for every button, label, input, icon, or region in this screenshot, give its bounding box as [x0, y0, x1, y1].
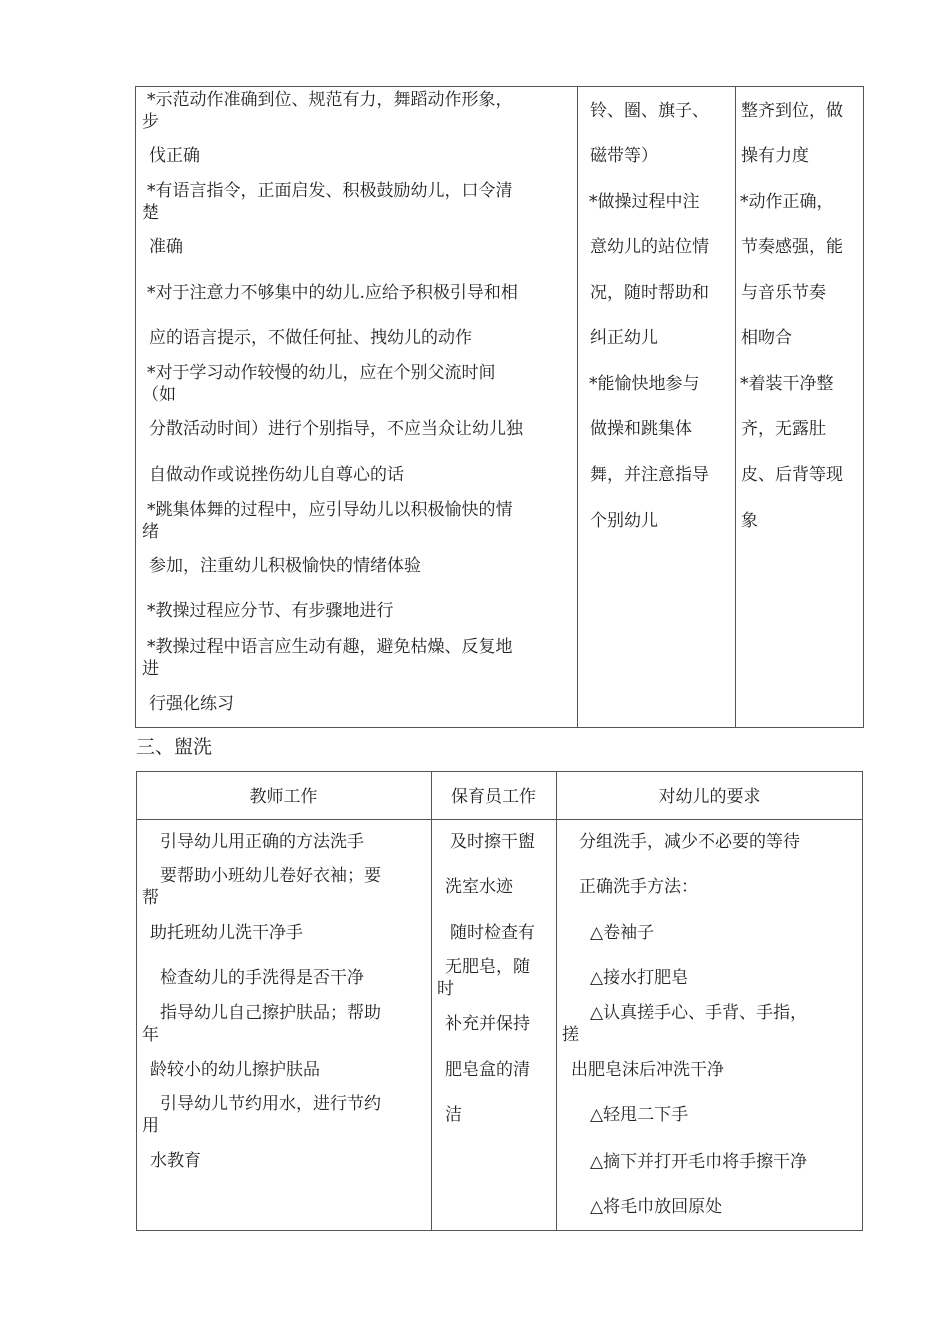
- text-line: 个别幼儿: [590, 511, 658, 531]
- text-line: *对于学习动作较慢的幼儿，应在个别父流时间: [147, 363, 496, 383]
- text-line: 引导幼儿用正确的方法洗手: [160, 832, 364, 852]
- text-line: 纠正幼儿: [590, 328, 658, 348]
- text-line: △摘下并打开毛巾将手擦干净: [590, 1152, 808, 1172]
- text-line: △接水打肥皂: [590, 968, 689, 988]
- text-line: △认真搓手心、手背、手指，: [590, 1003, 808, 1023]
- text-line: 助托班幼儿洗干净手: [150, 923, 303, 943]
- text-line: 铃、圈、旗子、: [590, 101, 709, 121]
- text-line: *教操过程中语言应生动有趣，避免枯燥、反复地: [147, 637, 513, 657]
- text-line: （如: [142, 385, 176, 405]
- text-line: 分散活动时间）进行个别指导，不应当众让幼儿独: [149, 419, 523, 439]
- text-line: 随时检查有: [450, 923, 535, 943]
- text-line: *示范动作准确到位、规范有力，舞蹈动作形象，: [147, 90, 513, 110]
- text-line: 分组洗手，减少不必要的等待: [579, 832, 800, 852]
- text-line: 应的语言提示，不做任何扯、拽幼儿的动作: [149, 328, 472, 348]
- column-divider: [735, 87, 736, 727]
- text-line: *能愉快地参与: [589, 374, 700, 394]
- text-line: 水教育: [150, 1151, 201, 1171]
- text-line: 时: [437, 979, 454, 999]
- text-line: 无肥皂，随: [445, 957, 530, 977]
- header-divider: [137, 819, 862, 820]
- text-line: △轻甩二下手: [590, 1105, 689, 1125]
- header-teacher-work: 教师工作: [249, 787, 318, 807]
- text-line: 象: [741, 511, 758, 531]
- text-line: 正确洗手方法：: [579, 877, 698, 897]
- text-line: 进: [142, 659, 159, 679]
- text-line: 洗室水迹: [445, 877, 513, 897]
- text-line: 绪: [142, 522, 159, 542]
- text-line: 行强化练习: [149, 694, 234, 714]
- column-divider: [431, 772, 432, 1230]
- text-line: 操有力度: [741, 146, 809, 166]
- text-line: 皮、后背等现: [741, 465, 843, 485]
- text-line: 楚: [142, 203, 159, 223]
- text-line: 舞，并注意指导: [590, 465, 709, 485]
- text-line: *对于注意力不够集中的幼儿.应给予积极引导和相: [147, 283, 518, 303]
- section-title: 三、盥洗: [136, 736, 213, 758]
- text-line: 整齐到位，做: [741, 101, 843, 121]
- text-line: 引导幼儿节约用水，进行节约: [160, 1094, 381, 1114]
- text-line: 肥皂盒的清: [445, 1060, 530, 1080]
- text-line: 龄较小的幼儿擦护肤品: [150, 1060, 320, 1080]
- text-line: 况，随时帮助和: [590, 283, 709, 303]
- text-line: 要帮助小班幼儿卷好衣袖；要: [160, 866, 381, 886]
- text-line: 指导幼儿自己擦护肤品；帮助: [160, 1003, 381, 1023]
- text-line: 及时擦干盥: [450, 832, 535, 852]
- text-line: △将毛巾放回原处: [590, 1197, 723, 1217]
- text-line: *教操过程应分节、有步骤地进行: [147, 601, 394, 621]
- text-line: 洁: [445, 1105, 462, 1125]
- header-caregiver-work: 保育员工作: [451, 787, 536, 807]
- text-line: 与音乐节奏: [741, 283, 826, 303]
- text-line: 意幼儿的站位情: [590, 237, 709, 257]
- text-line: 自做动作或说挫伤幼儿自尊心的话: [149, 465, 404, 485]
- column-divider: [556, 772, 557, 1230]
- text-line: 帮: [142, 888, 159, 908]
- text-line: *着装干净整: [740, 374, 834, 394]
- text-line: *有语言指令，正面启发、积极鼓励幼儿，口令清: [147, 181, 513, 201]
- text-line: 准确: [149, 237, 183, 257]
- text-line: 搓: [562, 1025, 579, 1045]
- text-line: 用: [142, 1116, 159, 1136]
- text-line: 伐正确: [149, 146, 200, 166]
- column-divider: [577, 87, 578, 727]
- text-line: 步: [142, 112, 159, 132]
- text-line: *跳集体舞的过程中，应引导幼儿以积极愉快的情: [147, 500, 513, 520]
- text-line: 出肥皂沫后冲洗干净: [571, 1060, 724, 1080]
- text-line: *做操过程中注: [589, 192, 700, 212]
- text-line: 做操和跳集体: [590, 419, 692, 439]
- text-line: 检查幼儿的手洗得是否干净: [160, 968, 364, 988]
- header-child-requirements: 对幼儿的要求: [658, 787, 761, 807]
- text-line: *动作正确，: [740, 192, 834, 212]
- text-line: 相吻合: [741, 328, 792, 348]
- text-line: 参加，注重幼儿积极愉快的情绪体验: [149, 556, 421, 576]
- text-line: 齐，无露肚: [741, 419, 826, 439]
- text-line: 年: [142, 1025, 159, 1045]
- text-line: 磁带等）: [590, 146, 658, 166]
- text-line: 节奏感强，能: [741, 237, 843, 257]
- text-line: △卷袖子: [590, 923, 655, 943]
- text-line: 补充并保持: [445, 1014, 530, 1034]
